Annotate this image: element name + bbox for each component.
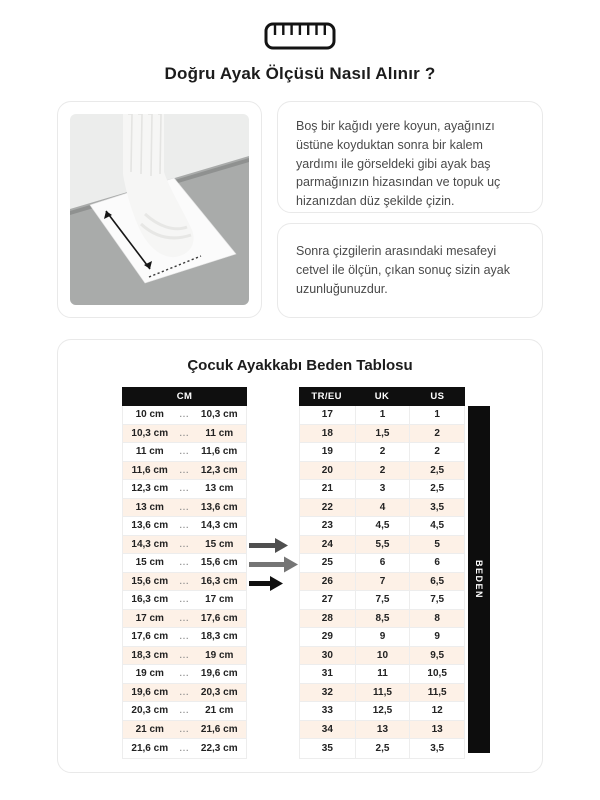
range-dots: ... — [179, 410, 190, 420]
treu-size: 17 — [321, 409, 333, 421]
table-row — [300, 554, 464, 573]
table-row — [123, 610, 246, 629]
range-dots: ... — [179, 484, 190, 494]
treu-size: 33 — [321, 705, 333, 717]
range-dots: ... — [179, 632, 190, 642]
table-row — [123, 406, 246, 425]
us-size: 9 — [409, 628, 464, 646]
us-size: 2,5 — [409, 480, 464, 498]
uk-size: 4 — [355, 499, 410, 517]
us-size: 13 — [409, 721, 464, 739]
range-dots: ... — [179, 669, 190, 679]
cm-to: 18,3 cm — [200, 631, 238, 643]
page-title: Doğru Ayak Ölçüsü Nasıl Alınır ? — [164, 64, 436, 83]
range-dots: ... — [179, 743, 190, 753]
cm-to: 13 cm — [205, 483, 234, 495]
table-row — [123, 517, 246, 536]
uk-size: 3 — [355, 480, 410, 498]
cm-table-body — [122, 406, 247, 759]
size-table — [299, 387, 465, 759]
table-row — [300, 647, 464, 666]
cm-from: 20,3 cm — [131, 705, 169, 717]
range-dots: ... — [179, 447, 190, 457]
treu-size: 22 — [321, 501, 333, 513]
range-dots: ... — [179, 650, 190, 660]
table-row — [300, 591, 464, 610]
table-row — [123, 647, 246, 666]
uk-size: 7 — [355, 573, 410, 591]
cm-from: 17,6 cm — [131, 631, 169, 643]
cm-from: 18,3 cm — [131, 649, 169, 661]
uk-size: 5,5 — [355, 536, 410, 554]
instruction-step-1 — [277, 101, 543, 213]
us-size: 6 — [409, 554, 464, 572]
cm-table — [122, 387, 247, 759]
uk-size: 12,5 — [355, 702, 410, 720]
table-row — [123, 573, 246, 592]
cm-from: 16,3 cm — [131, 594, 169, 606]
table-row — [300, 499, 464, 518]
size-table-header-row — [299, 387, 465, 406]
table-row — [300, 425, 464, 444]
us-size: 2 — [409, 443, 464, 461]
cm-to: 21 cm — [205, 705, 234, 717]
uk-size: 13 — [355, 721, 410, 739]
table-row — [123, 554, 246, 573]
table-row — [123, 425, 246, 444]
treu-size: 20 — [321, 464, 333, 476]
table-row — [123, 443, 246, 462]
cm-from: 11,6 cm — [131, 464, 168, 476]
table-row — [300, 665, 464, 684]
table-row — [300, 684, 464, 703]
treu-size: 28 — [321, 612, 333, 624]
table-row — [300, 610, 464, 629]
range-dots: ... — [179, 465, 190, 475]
cm-from: 17 cm — [135, 612, 164, 624]
table-row — [123, 480, 246, 499]
instruction-step-2-text: Sonra çizgilerin arasındaki mesafeyi cetvel ile ölçün, çıkan sonuç sizin ayak uzunluğunuzdur. — [296, 244, 510, 296]
us-size: 3,5 — [409, 739, 464, 758]
uk-size: 8,5 — [355, 610, 410, 628]
cm-from: 13 cm — [135, 501, 164, 513]
table-row — [123, 499, 246, 518]
cm-to: 12,3 cm — [200, 464, 238, 476]
table-row — [300, 536, 464, 555]
cm-from: 21,6 cm — [131, 742, 169, 754]
treu-size: 35 — [321, 742, 333, 754]
range-dots: ... — [179, 595, 190, 605]
uk-size: 11 — [355, 665, 410, 683]
cm-to: 17 cm — [205, 594, 234, 606]
cm-to: 13,6 cm — [200, 501, 238, 513]
cm-from: 19 cm — [135, 668, 164, 680]
table-row — [123, 628, 246, 647]
us-size: 9,5 — [409, 647, 464, 665]
table-row — [300, 739, 464, 758]
size-table-header-us: US — [430, 391, 445, 402]
treu-size: 32 — [321, 686, 333, 698]
table-row — [123, 739, 246, 758]
cm-from: 11 cm — [135, 446, 164, 458]
table-row — [300, 702, 464, 721]
table-row — [300, 462, 464, 481]
treu-size: 31 — [321, 668, 333, 680]
range-dots: ... — [179, 539, 190, 549]
size-table-body — [299, 406, 465, 759]
cm-to: 17,6 cm — [200, 612, 238, 624]
range-dots: ... — [179, 521, 190, 531]
range-dots: ... — [179, 706, 190, 716]
us-size: 5 — [409, 536, 464, 554]
us-size: 11,5 — [409, 684, 464, 702]
cm-to: 15 cm — [205, 538, 234, 550]
range-dots: ... — [179, 724, 190, 734]
uk-size: 6 — [355, 554, 410, 572]
foot-measurement-photo — [70, 114, 249, 305]
table-row — [300, 517, 464, 536]
uk-size: 2,5 — [355, 739, 410, 758]
cm-to: 19,6 cm — [200, 668, 238, 680]
cm-to: 16,3 cm — [200, 575, 238, 587]
cm-from: 19,6 cm — [131, 686, 169, 698]
range-dots: ... — [179, 576, 190, 586]
size-chart-card — [57, 339, 543, 773]
us-size: 2,5 — [409, 462, 464, 480]
cm-from: 15,6 cm — [131, 575, 169, 587]
table-row — [123, 721, 246, 740]
table-row — [300, 443, 464, 462]
table-row — [300, 628, 464, 647]
table-row — [123, 462, 246, 481]
table-row — [300, 573, 464, 592]
us-size: 6,5 — [409, 573, 464, 591]
us-size: 2 — [409, 425, 464, 443]
table-row — [300, 480, 464, 499]
treu-size: 23 — [321, 520, 333, 532]
uk-size: 7,5 — [355, 591, 410, 609]
uk-size: 2 — [355, 443, 410, 461]
treu-size: 29 — [321, 631, 333, 643]
conversion-arrows-icon — [247, 535, 299, 595]
treu-size: 19 — [321, 446, 333, 458]
treu-size: 26 — [321, 575, 333, 587]
treu-size: 21 — [321, 483, 333, 495]
treu-size: 25 — [321, 557, 333, 569]
range-dots: ... — [179, 558, 190, 568]
cm-to: 21,6 cm — [200, 723, 238, 735]
us-size: 7,5 — [409, 591, 464, 609]
cm-from: 12,3 cm — [131, 483, 169, 495]
us-size: 8 — [409, 610, 464, 628]
cm-to: 14,3 cm — [200, 520, 238, 532]
cm-to: 22,3 cm — [200, 742, 238, 754]
cm-from: 10 cm — [135, 409, 164, 421]
range-dots: ... — [179, 502, 190, 512]
treu-size: 24 — [321, 538, 333, 550]
cm-from: 15 cm — [135, 557, 164, 569]
size-table-header-uk: UK — [374, 391, 390, 402]
ruler-icon — [0, 22, 600, 50]
treu-size: 27 — [321, 594, 333, 606]
cm-table-header: CM — [122, 387, 247, 406]
table-row — [123, 536, 246, 555]
table-row — [123, 665, 246, 684]
table-row — [123, 702, 246, 721]
us-size: 4,5 — [409, 517, 464, 535]
size-chart-title: Çocuk Ayakkabı Beden Tablosu — [187, 357, 413, 374]
cm-to: 19 cm — [205, 649, 234, 661]
us-size: 12 — [409, 702, 464, 720]
beden-sidebar-label: BEDEN — [474, 559, 484, 599]
range-dots: ... — [179, 687, 190, 697]
instruction-step-2 — [277, 223, 543, 318]
us-size: 10,5 — [409, 665, 464, 683]
uk-size: 9 — [355, 628, 410, 646]
table-row — [300, 721, 464, 740]
us-size: 1 — [409, 406, 464, 424]
uk-size: 1,5 — [355, 425, 410, 443]
cm-to: 15,6 cm — [200, 557, 238, 569]
range-dots: ... — [179, 428, 190, 438]
size-chart-tables — [58, 387, 542, 759]
instruction-steps — [277, 101, 543, 318]
table-row — [123, 591, 246, 610]
cm-from: 21 cm — [135, 723, 164, 735]
size-table-header-treu: TR/EU — [311, 391, 342, 402]
treu-size: 34 — [321, 723, 333, 735]
cm-to: 20,3 cm — [200, 686, 238, 698]
cm-from: 13,6 cm — [131, 520, 169, 532]
uk-size: 1 — [355, 406, 410, 424]
treu-size: 30 — [321, 649, 333, 661]
uk-size: 10 — [355, 647, 410, 665]
treu-size: 18 — [321, 427, 333, 439]
cm-to: 10,3 cm — [200, 409, 238, 421]
uk-size: 4,5 — [355, 517, 410, 535]
measurement-section — [57, 101, 543, 318]
uk-size: 11,5 — [355, 684, 410, 702]
us-size: 3,5 — [409, 499, 464, 517]
table-row — [123, 684, 246, 703]
range-dots: ... — [179, 613, 190, 623]
cm-from: 10,3 cm — [131, 427, 169, 439]
cm-to: 11 cm — [205, 427, 234, 439]
instruction-step-1-text: Boş bir kağıdı yere koyun, ayağınızı üstüne koyduktan sonra bir kalem yardımı ile görseldeki gibi ayak baş parmağınızın hizasından ve topuk uç hizanızdan düz şekilde çizin. — [296, 119, 501, 208]
table-row — [300, 406, 464, 425]
beden-sidebar — [468, 406, 490, 753]
cm-to: 11,6 cm — [201, 446, 238, 458]
uk-size: 2 — [355, 462, 410, 480]
cm-from: 14,3 cm — [131, 538, 169, 550]
measurement-photo-card — [57, 101, 262, 318]
